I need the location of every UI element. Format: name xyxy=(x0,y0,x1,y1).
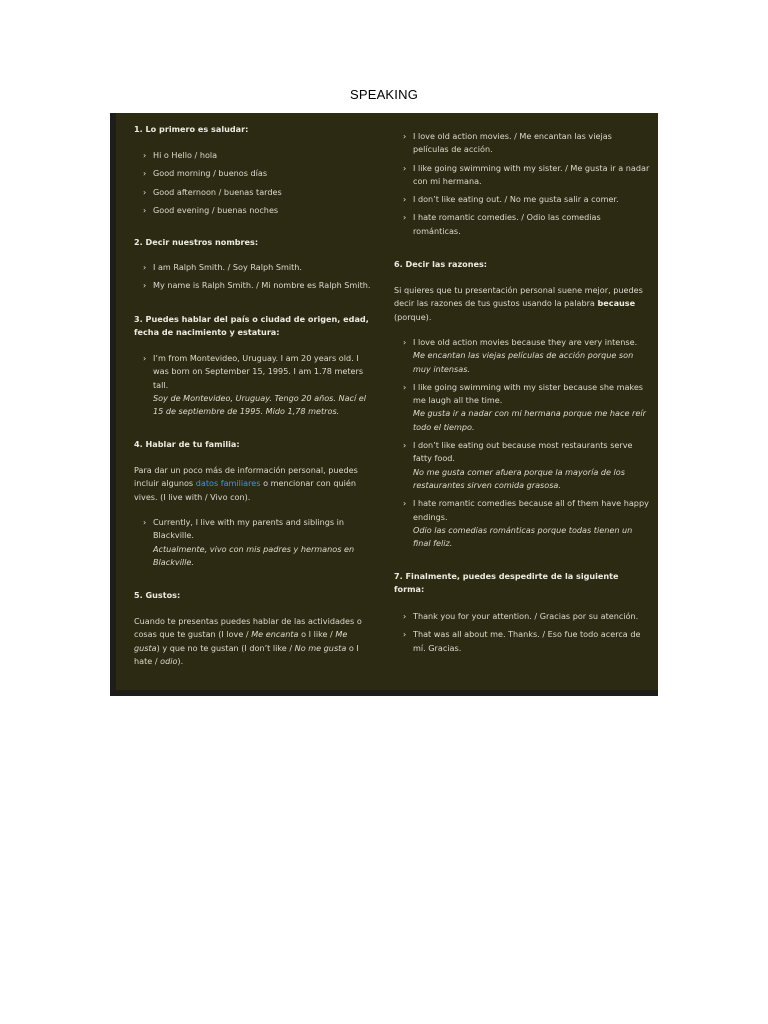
page-title: SPEAKING xyxy=(349,87,419,102)
chevron-right-icon: › xyxy=(143,168,147,179)
chevron-right-icon: › xyxy=(403,440,407,451)
list-item: › I don’t like eating out. / No me gusta salir a comer. xyxy=(394,193,650,206)
list-item: › I like going swimming with my sister. / Me gusta ir a nadar con mi hermana. xyxy=(403,162,650,186)
likes-list xyxy=(394,130,650,238)
list-item: › I am Ralph Smith. / Soy Ralph Smith. xyxy=(134,261,374,274)
speaking-image-panel xyxy=(110,113,658,696)
section-4-heading: 4. Hablar de tu familia: xyxy=(134,439,240,449)
chevron-right-icon: › xyxy=(143,517,147,527)
reasons-list xyxy=(394,336,650,550)
list-item: › Thank you for your attention. / Gracias por su atención. xyxy=(394,610,650,623)
chevron-right-icon: › xyxy=(403,131,407,141)
origin-list xyxy=(134,352,374,418)
list-item: › I don’t like eating out because most restaurants serve fatty food. No me gusta comer afuera porque la mayoría de los restaurantes sirven comida grasosa. xyxy=(403,440,633,490)
list-item: › I hate romantic comedies because all of them have happy endings. Odio las comedias románticas porque todas tienen un final feliz. xyxy=(403,498,649,549)
section-6-heading: 6. Decir las razones: xyxy=(394,259,488,269)
reasons-paragraph: Si quieres que tu presentación personal suene mejor, puedes decir las razones de tus gustos usando la palabra because (porque). xyxy=(394,285,643,322)
tastes-paragraph: Cuando te presentas puedes hablar de las actividades o cosas que te gustan (I love / Me encanta o I like / Me gusta) y que no te gustan (I don’t like / No me gusta o I hate / odio). xyxy=(134,616,362,666)
section-7-heading: 7. Finalmente, puedes despedirte de la siguiente forma: xyxy=(394,571,619,595)
list-item: › I like going swimming with my sister because she makes me laugh all the time. Me gusta ir a nadar con mi hermana porque me hace reír todo el tiempo. xyxy=(403,381,646,432)
section-2-heading: 2. Decir nuestros nombres: xyxy=(134,237,259,247)
chevron-right-icon: › xyxy=(403,162,407,173)
names-list xyxy=(134,261,374,293)
list-item: › I love old action movies. / Me encantan las viejas películas de acción. xyxy=(403,131,612,155)
family-data-link[interactable]: datos familiares xyxy=(195,478,261,489)
chevron-right-icon: › xyxy=(143,204,147,215)
section-3-heading: 3. Puedes hablar del país o ciudad de origen, edad, fecha de nacimiento y estatura: xyxy=(134,314,369,338)
chevron-right-icon: › xyxy=(403,629,407,640)
list-item: › Currently, I live with my parents and siblings in Blackville. Actualmente, vivo con mis padres y hermanos en Blackville. xyxy=(143,517,355,567)
chevron-right-icon: › xyxy=(143,353,147,363)
list-item: › Hi o Hello / hola xyxy=(134,149,374,162)
chevron-right-icon: › xyxy=(403,194,407,205)
list-item: › That was all about me. Thanks. / Eso fue todo acerca de mí. Gracias. xyxy=(403,629,641,653)
chevron-right-icon: › xyxy=(403,337,407,347)
chevron-right-icon: › xyxy=(143,280,147,291)
greetings-list xyxy=(134,149,374,217)
family-list xyxy=(134,516,374,569)
chevron-right-icon: › xyxy=(403,212,407,223)
farewell-list xyxy=(394,610,650,655)
chevron-right-icon: › xyxy=(143,262,147,272)
family-paragraph: Para dar un poco más de información personal, puedes incluir algunos datos familiares o mencionar con quién vives. (I live with / Vivo con). xyxy=(134,465,358,502)
list-item: › Good morning / buenos días xyxy=(134,167,374,180)
section-5-heading: 5. Gustos: xyxy=(134,590,181,600)
list-item: › I love old action movies because they are very intense. Me encantan las viejas películas de acción porque son muy intensas. xyxy=(403,337,638,374)
list-item: › I’m from Montevideo, Uruguay. I am 20 years old. I was born on September 15, 1995. I am 1.78 meters tall. Soy de Montevideo, Uruguay. Tengo 20 años. Nací el 15 de septiembre de 1995. Mido 1,78 metros. xyxy=(143,353,367,417)
section-1-heading: 1. Lo primero es saludar: xyxy=(134,124,249,134)
chevron-right-icon: › xyxy=(143,186,147,197)
chevron-right-icon: › xyxy=(403,381,407,392)
list-item: › I hate romantic comedies. / Odio las comedias románticas. xyxy=(403,212,601,236)
chevron-right-icon: › xyxy=(403,498,407,509)
chevron-right-icon: › xyxy=(403,611,407,621)
chevron-right-icon: › xyxy=(143,150,147,160)
list-item: › Good afternoon / buenas tardes xyxy=(134,186,374,199)
list-item: › Good evening / buenas noches xyxy=(134,204,374,217)
list-item: › My name is Ralph Smith. / Mi nombre es Ralph Smith. xyxy=(134,279,374,292)
